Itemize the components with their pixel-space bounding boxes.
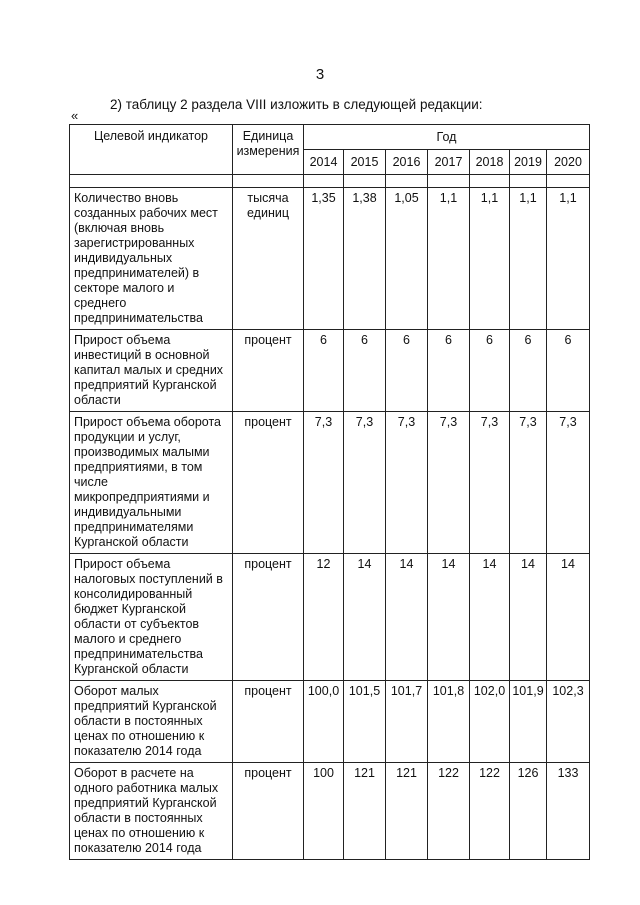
value-cell: 1,1 bbox=[470, 188, 510, 330]
value-cell: 1,1 bbox=[510, 188, 547, 330]
indicator-cell: Количество вновь созданных рабочих мест (включая вновь зарегистрированных индивидуальных предпринимателей) в секторе малого и среднего предпринимательства bbox=[70, 188, 233, 330]
value-cell: 12 bbox=[304, 554, 344, 681]
indicator-cell: Оборот малых предприятий Курганской области в постоянных ценах по отношению к показателю 2014 года bbox=[70, 681, 233, 763]
value-cell: 7,3 bbox=[386, 412, 428, 554]
value-cell: 101,9 bbox=[510, 681, 547, 763]
value-cell: 100 bbox=[304, 763, 344, 860]
value-cell: 1,38 bbox=[344, 188, 386, 330]
value-cell: 6 bbox=[386, 330, 428, 412]
target-indicators-table bbox=[69, 124, 590, 860]
value-cell: 1,35 bbox=[304, 188, 344, 330]
value-cell: 7,3 bbox=[510, 412, 547, 554]
value-cell: 6 bbox=[547, 330, 590, 412]
header-unit: Единица измерения bbox=[233, 125, 304, 175]
header-year: 2016 bbox=[386, 150, 428, 175]
value-cell: 14 bbox=[344, 554, 386, 681]
indicator-cell: Прирост объема оборота продукции и услуг, производимых малыми предприятиями, в том числе микропредприятиями и индивидуальными предпринимателями Курганской области bbox=[70, 412, 233, 554]
unit-cell: процент bbox=[233, 412, 304, 554]
value-cell: 121 bbox=[344, 763, 386, 860]
value-cell: 6 bbox=[304, 330, 344, 412]
value-cell: 101,8 bbox=[428, 681, 470, 763]
table-row bbox=[70, 188, 590, 330]
table-row bbox=[70, 330, 590, 412]
value-cell: 14 bbox=[510, 554, 547, 681]
value-cell: 14 bbox=[428, 554, 470, 681]
opening-quote-mark: « bbox=[71, 108, 79, 123]
indicator-cell: Прирост объема налоговых поступлений в консолидированный бюджет Курганской области от субъектов малого и среднего предпринимательства Курганской области bbox=[70, 554, 233, 681]
value-cell: 14 bbox=[547, 554, 590, 681]
value-cell: 126 bbox=[510, 763, 547, 860]
unit-cell: тысяча единиц bbox=[233, 188, 304, 330]
value-cell: 1,05 bbox=[386, 188, 428, 330]
value-cell: 7,3 bbox=[428, 412, 470, 554]
header-year: 2015 bbox=[344, 150, 386, 175]
table-row bbox=[70, 412, 590, 554]
header-year: 2019 bbox=[510, 150, 547, 175]
value-cell: 101,5 bbox=[344, 681, 386, 763]
value-cell: 102,0 bbox=[470, 681, 510, 763]
value-cell: 6 bbox=[470, 330, 510, 412]
spacer-row bbox=[70, 175, 590, 188]
header-year-group: Год bbox=[304, 125, 590, 150]
page-number: 3 bbox=[315, 66, 325, 83]
unit-cell: процент bbox=[233, 763, 304, 860]
header-indicator: Целевой индикатор bbox=[70, 125, 233, 175]
value-cell: 133 bbox=[547, 763, 590, 860]
header-row bbox=[70, 125, 590, 150]
table-row bbox=[70, 554, 590, 681]
header-year: 2017 bbox=[428, 150, 470, 175]
unit-cell: процент bbox=[233, 681, 304, 763]
value-cell: 102,3 bbox=[547, 681, 590, 763]
value-cell: 6 bbox=[344, 330, 386, 412]
value-cell: 101,7 bbox=[386, 681, 428, 763]
indicator-cell: Прирост объема инвестиций в основной капитал малых и средних предприятий Курганской области bbox=[70, 330, 233, 412]
header-year: 2014 bbox=[304, 150, 344, 175]
value-cell: 14 bbox=[470, 554, 510, 681]
indicator-cell: Оборот в расчете на одного работника малых предприятий Курганской области в постоянных ценах по отношению к показателю 2014 года bbox=[70, 763, 233, 860]
value-cell: 6 bbox=[510, 330, 547, 412]
value-cell: 7,3 bbox=[304, 412, 344, 554]
value-cell: 7,3 bbox=[470, 412, 510, 554]
table-row bbox=[70, 763, 590, 860]
value-cell: 7,3 bbox=[547, 412, 590, 554]
value-cell: 121 bbox=[386, 763, 428, 860]
value-cell: 122 bbox=[428, 763, 470, 860]
value-cell: 1,1 bbox=[547, 188, 590, 330]
table-row bbox=[70, 681, 590, 763]
value-cell: 1,1 bbox=[428, 188, 470, 330]
value-cell: 6 bbox=[428, 330, 470, 412]
header-year: 2020 bbox=[547, 150, 590, 175]
value-cell: 14 bbox=[386, 554, 428, 681]
value-cell: 122 bbox=[470, 763, 510, 860]
value-cell: 100,0 bbox=[304, 681, 344, 763]
intro-text: 2) таблицу 2 раздела VIII изложить в следующей редакции: bbox=[110, 97, 483, 112]
value-cell: 7,3 bbox=[344, 412, 386, 554]
unit-cell: процент bbox=[233, 330, 304, 412]
unit-cell: процент bbox=[233, 554, 304, 681]
header-year: 2018 bbox=[470, 150, 510, 175]
